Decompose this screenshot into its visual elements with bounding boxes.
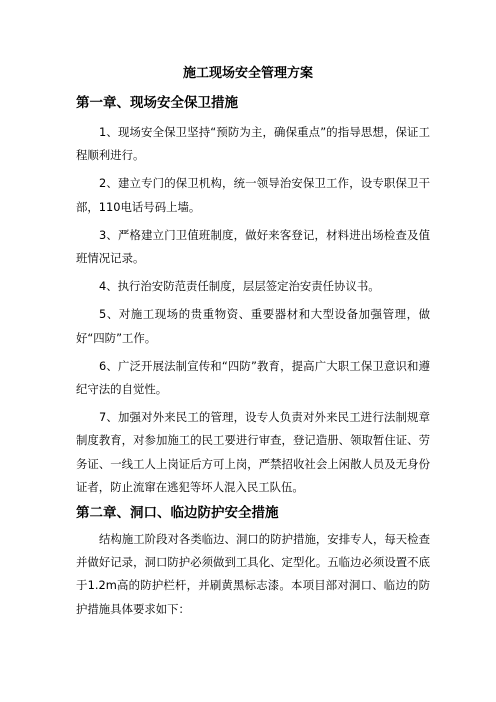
chapter-1-heading: 第一章、现场安全保卫措施 [76,95,238,111]
document-title: 施工现场安全管理方案 [182,66,313,81]
chapter-1-paragraph-1: 1、现场安全保卫坚持“预防为主，确保重点”的指导思想，保证工程顺利进行。 [76,125,430,163]
chapter-1-paragraph-7: 7、加强对外来民工的管理，设专人负责对外来民工进行法制规章制度教育，对参加施工的民工要进行审查，登记造册、领取暂住证、劳务证、一线工人上岗证后方可上岗，严禁招收社会上闲散人员及无身份证者，防止流窜在逃犯等坏人混入民工队伍。 [76,410,430,494]
chapter-2-heading: 第二章、洞口、临边防护安全措施 [76,505,279,522]
chapter-2-paragraph-1: 结构施工阶段对各类临边、洞口的防护措施，安排专人，每天检查并做好记录，洞口防护必须做到工具化、定型化。五临边必须设置不底于1.2m高的防护栏杆，并刷黄黑标志漆。本项目部对洞口、临边的防护措施具体要求如下： [76,532,430,616]
chapter-1-paragraph-2: 2、建立专门的保卫机构，统一领导治安保卫工作，设专职保卫干部，110电话号码上墙。 [76,176,430,214]
chapter-1-paragraph-4: 4、执行治安防范责任制度，层层签定治安责任协议书。 [99,279,380,294]
chapter-1-paragraph-6: 6、广泛开展法制宣传和“四防”教育，提高广大职工保卫意识和遵纪守法的自觉性。 [76,358,430,397]
chapter-1-paragraph-5: 5、对施工现场的贵重物资、重要器材和大型设备加强管理，做好“四防”工作。 [76,307,430,345]
chapter-1-paragraph-3: 3、严格建立门卫值班制度，做好来客登记，材料进出场检查及值班情况记录。 [76,227,430,266]
